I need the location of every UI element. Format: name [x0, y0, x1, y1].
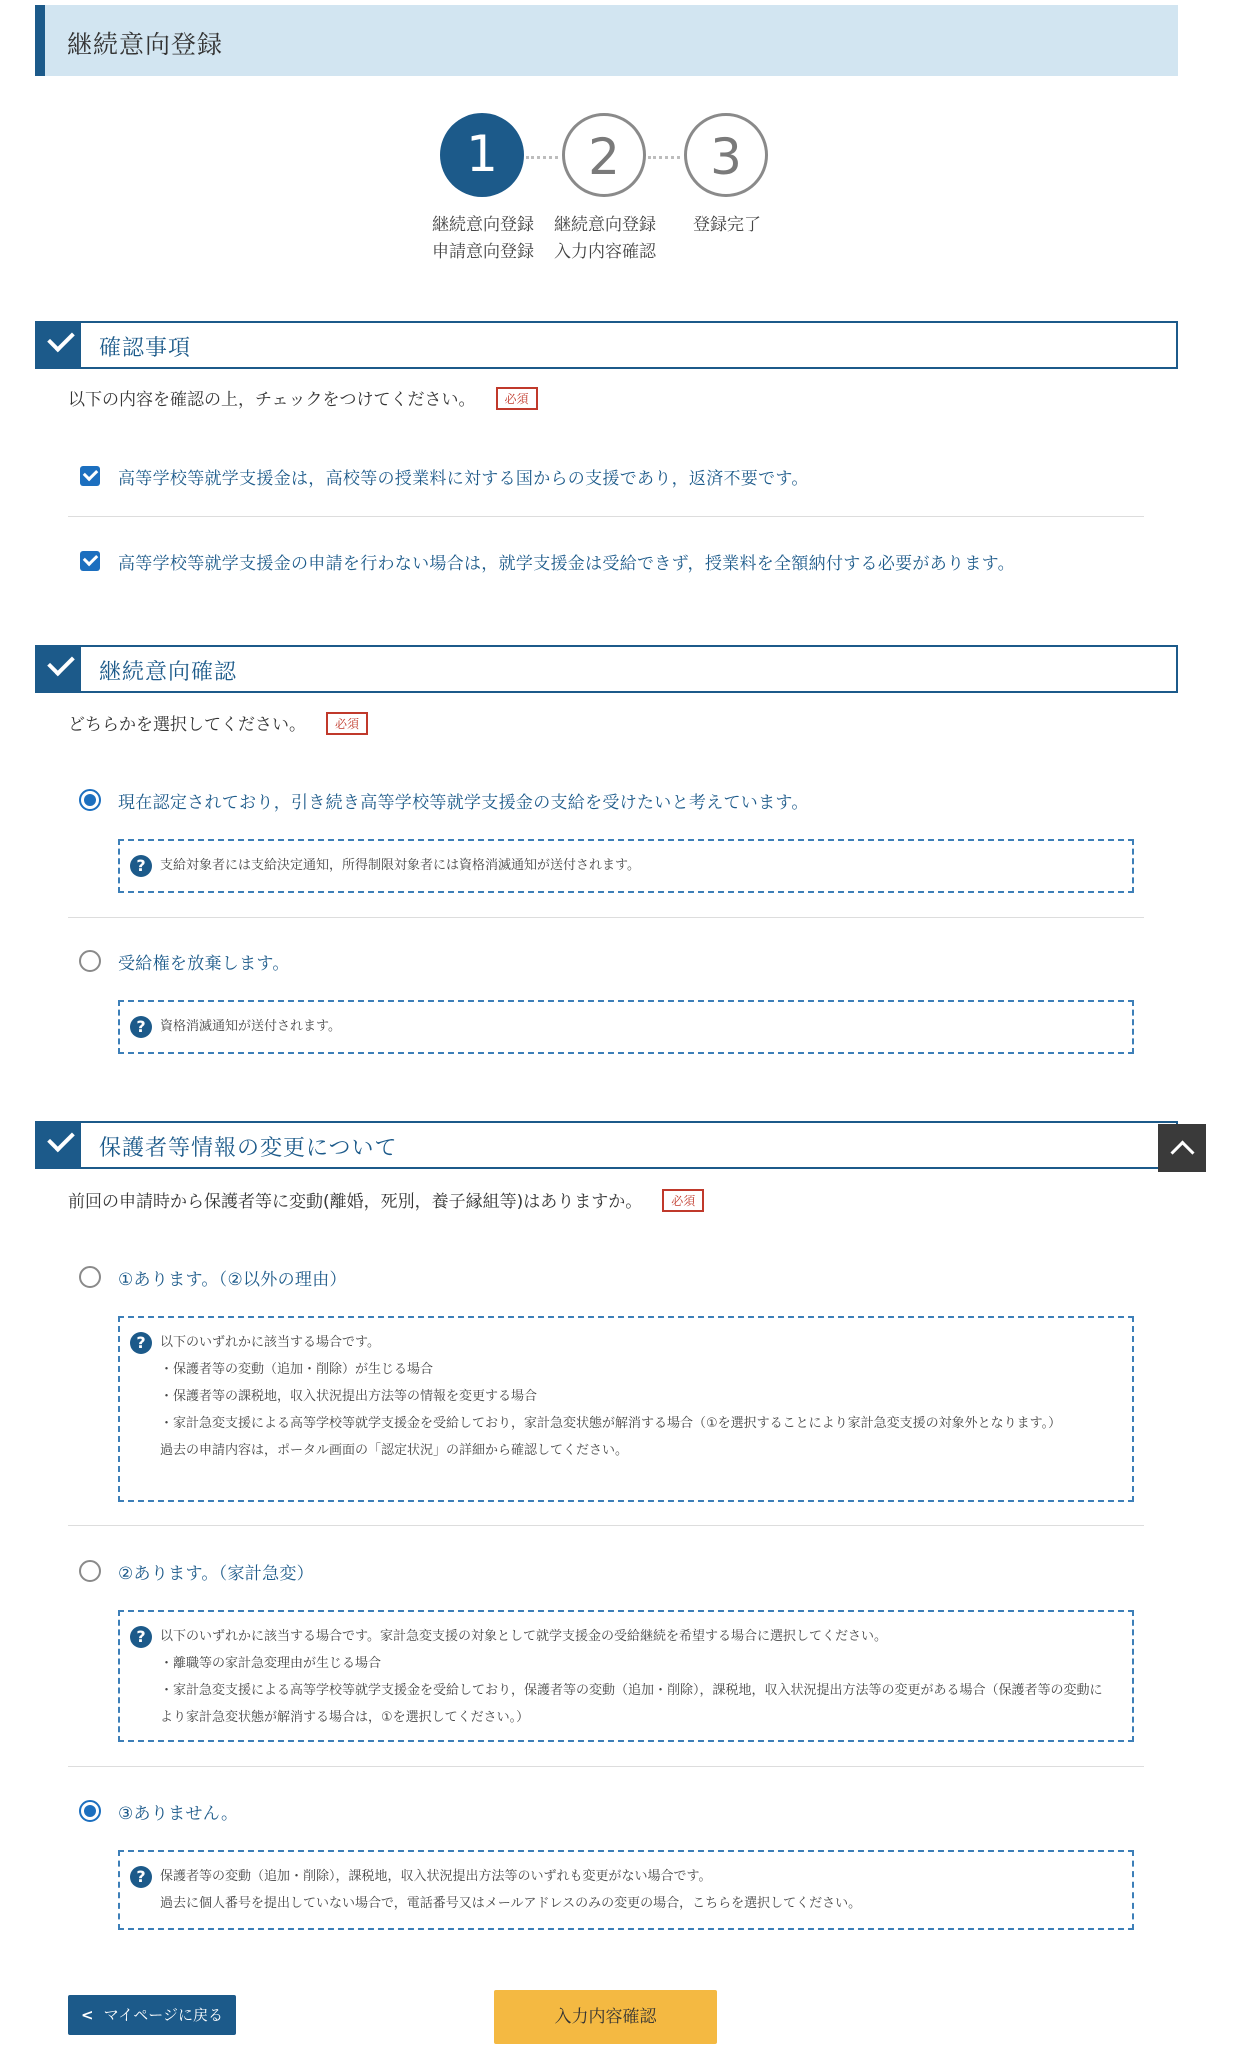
- guardian-option-1-note: ? 以下のいずれかに該当する場合です。 ・保護者等の変動（追加・削除）が生じる場合 ・保護者等の課税地，収入状況提出方法等の情報を変更する場合 ・家計急変支援による高等学校等就学支援金を受給しており，家計急変状態が解消する場合（①を選択することにより家計急変支援の対象外となります。） 過去の申請内容は，ポータル画面の「認定状況」の詳細から確認してください。: [118, 1316, 1134, 1502]
- step-connector: [648, 156, 680, 159]
- required-badge: 必須: [662, 1189, 704, 1212]
- guardian-section-heading: [35, 1121, 1178, 1169]
- back-button-label: マイページに戻る: [103, 2006, 223, 2024]
- section-title: 確認事項: [99, 336, 192, 361]
- intent-section-heading: [35, 645, 1178, 693]
- required-badge: 必須: [496, 387, 538, 410]
- guardian-option-2-note: ? 以下のいずれかに該当する場合です。家計急変支援の対象として就学支援金の受給継続を希望する場合に選択してください。 ・離職等の家計急変理由が生じる場合 ・家計急変支援による高等学校等就学支援金を受給しており，保護者等の変動（追加・削除），課税地，収入状況提出方法等の変更がある場合（保護者等の変動により家計急変状態が解消する場合は，①を選択してください。）: [118, 1610, 1134, 1742]
- divider: [68, 917, 1144, 918]
- scroll-to-top-button[interactable]: [1158, 1124, 1206, 1172]
- guardian-radio-1-label[interactable]: ①あります。（②以外の理由）: [118, 1270, 347, 1290]
- question-icon: ?: [130, 1626, 152, 1648]
- intent-radio-continue-label[interactable]: 現在認定されており，引き続き高等学校等就学支援金の支給を受けたいと考えています。: [118, 793, 809, 813]
- question-icon: ?: [130, 1332, 152, 1354]
- check-icon: [37, 647, 81, 691]
- step-connector: [526, 156, 558, 159]
- page-title: 継続意向登録: [67, 30, 224, 59]
- confirm-checkbox-1[interactable]: [80, 466, 100, 486]
- step-1-label: 継続意向登録 申請意向登録: [432, 215, 534, 262]
- section-title: 保護者等情報の変更について: [99, 1136, 398, 1161]
- intent-continue-note: ? 支給対象者には支給決定通知，所得制限対象者には資格消滅通知が送付されます。: [118, 839, 1134, 893]
- confirm-instruction: 以下の内容を確認の上，チェックをつけてください。 必須: [68, 385, 538, 410]
- guardian-radio-3[interactable]: [79, 1800, 101, 1822]
- guardian-radio-3-label[interactable]: ③ありません。: [118, 1804, 239, 1824]
- step-2-circle: 2: [562, 113, 646, 197]
- check-icon: [37, 1123, 81, 1167]
- intent-waive-note: ? 資格消滅通知が送付されます。: [118, 1000, 1134, 1054]
- page-header: [35, 5, 1178, 76]
- back-to-mypage-button[interactable]: [68, 1995, 236, 2035]
- question-icon: ?: [130, 855, 152, 877]
- required-badge: 必須: [326, 712, 368, 735]
- intent-radio-continue[interactable]: [79, 789, 101, 811]
- guardian-option-3-note: ? 保護者等の変動（追加・削除），課税地，収入状況提出方法等のいずれも変更がない場合です。 過去に個人番号を提出していない場合で，電話番号又はメールアドレスのみの変更の場合，こちらを選択してください。: [118, 1850, 1134, 1930]
- section-title: 継続意向確認: [99, 660, 238, 685]
- divider: [68, 516, 1144, 517]
- confirm-input-button[interactable]: 入力内容確認: [494, 1990, 717, 2044]
- divider: [68, 1525, 1144, 1526]
- confirm-section-heading: [35, 321, 1178, 369]
- divider: [68, 1766, 1144, 1767]
- chevron-left-icon: <: [81, 2006, 94, 2024]
- intent-radio-waive-label[interactable]: 受給権を放棄します。: [118, 954, 290, 974]
- confirm-checkbox-2[interactable]: [80, 551, 100, 571]
- question-icon: ?: [130, 1866, 152, 1888]
- intent-radio-waive[interactable]: [79, 950, 101, 972]
- question-icon: ?: [130, 1016, 152, 1038]
- step-3-circle: 3: [684, 113, 768, 197]
- confirm-checkbox-1-label[interactable]: 高等学校等就学支援金は，高校等の授業料に対する国からの支援であり，返済不要です。: [118, 469, 809, 489]
- confirm-checkbox-2-label[interactable]: 高等学校等就学支援金の申請を行わない場合は，就学支援金は受給できず，授業料を全額納付する必要があります。: [118, 554, 1015, 574]
- intent-instruction: どちらかを選択してください。 必須: [68, 710, 368, 735]
- step-1-circle: 1: [440, 113, 524, 197]
- check-icon: [37, 323, 81, 367]
- guardian-radio-1[interactable]: [79, 1266, 101, 1288]
- guardian-radio-2-label[interactable]: ②あります。（家計急変）: [118, 1564, 314, 1584]
- guardian-radio-2[interactable]: [79, 1560, 101, 1582]
- step-2-label: 継続意向登録 入力内容確認: [554, 215, 656, 262]
- guardian-instruction: 前回の申請時から保護者等に変動(離婚，死別，養子縁組等)はありますか。 必須: [68, 1187, 704, 1212]
- step-3-label: 登録完了: [693, 215, 761, 235]
